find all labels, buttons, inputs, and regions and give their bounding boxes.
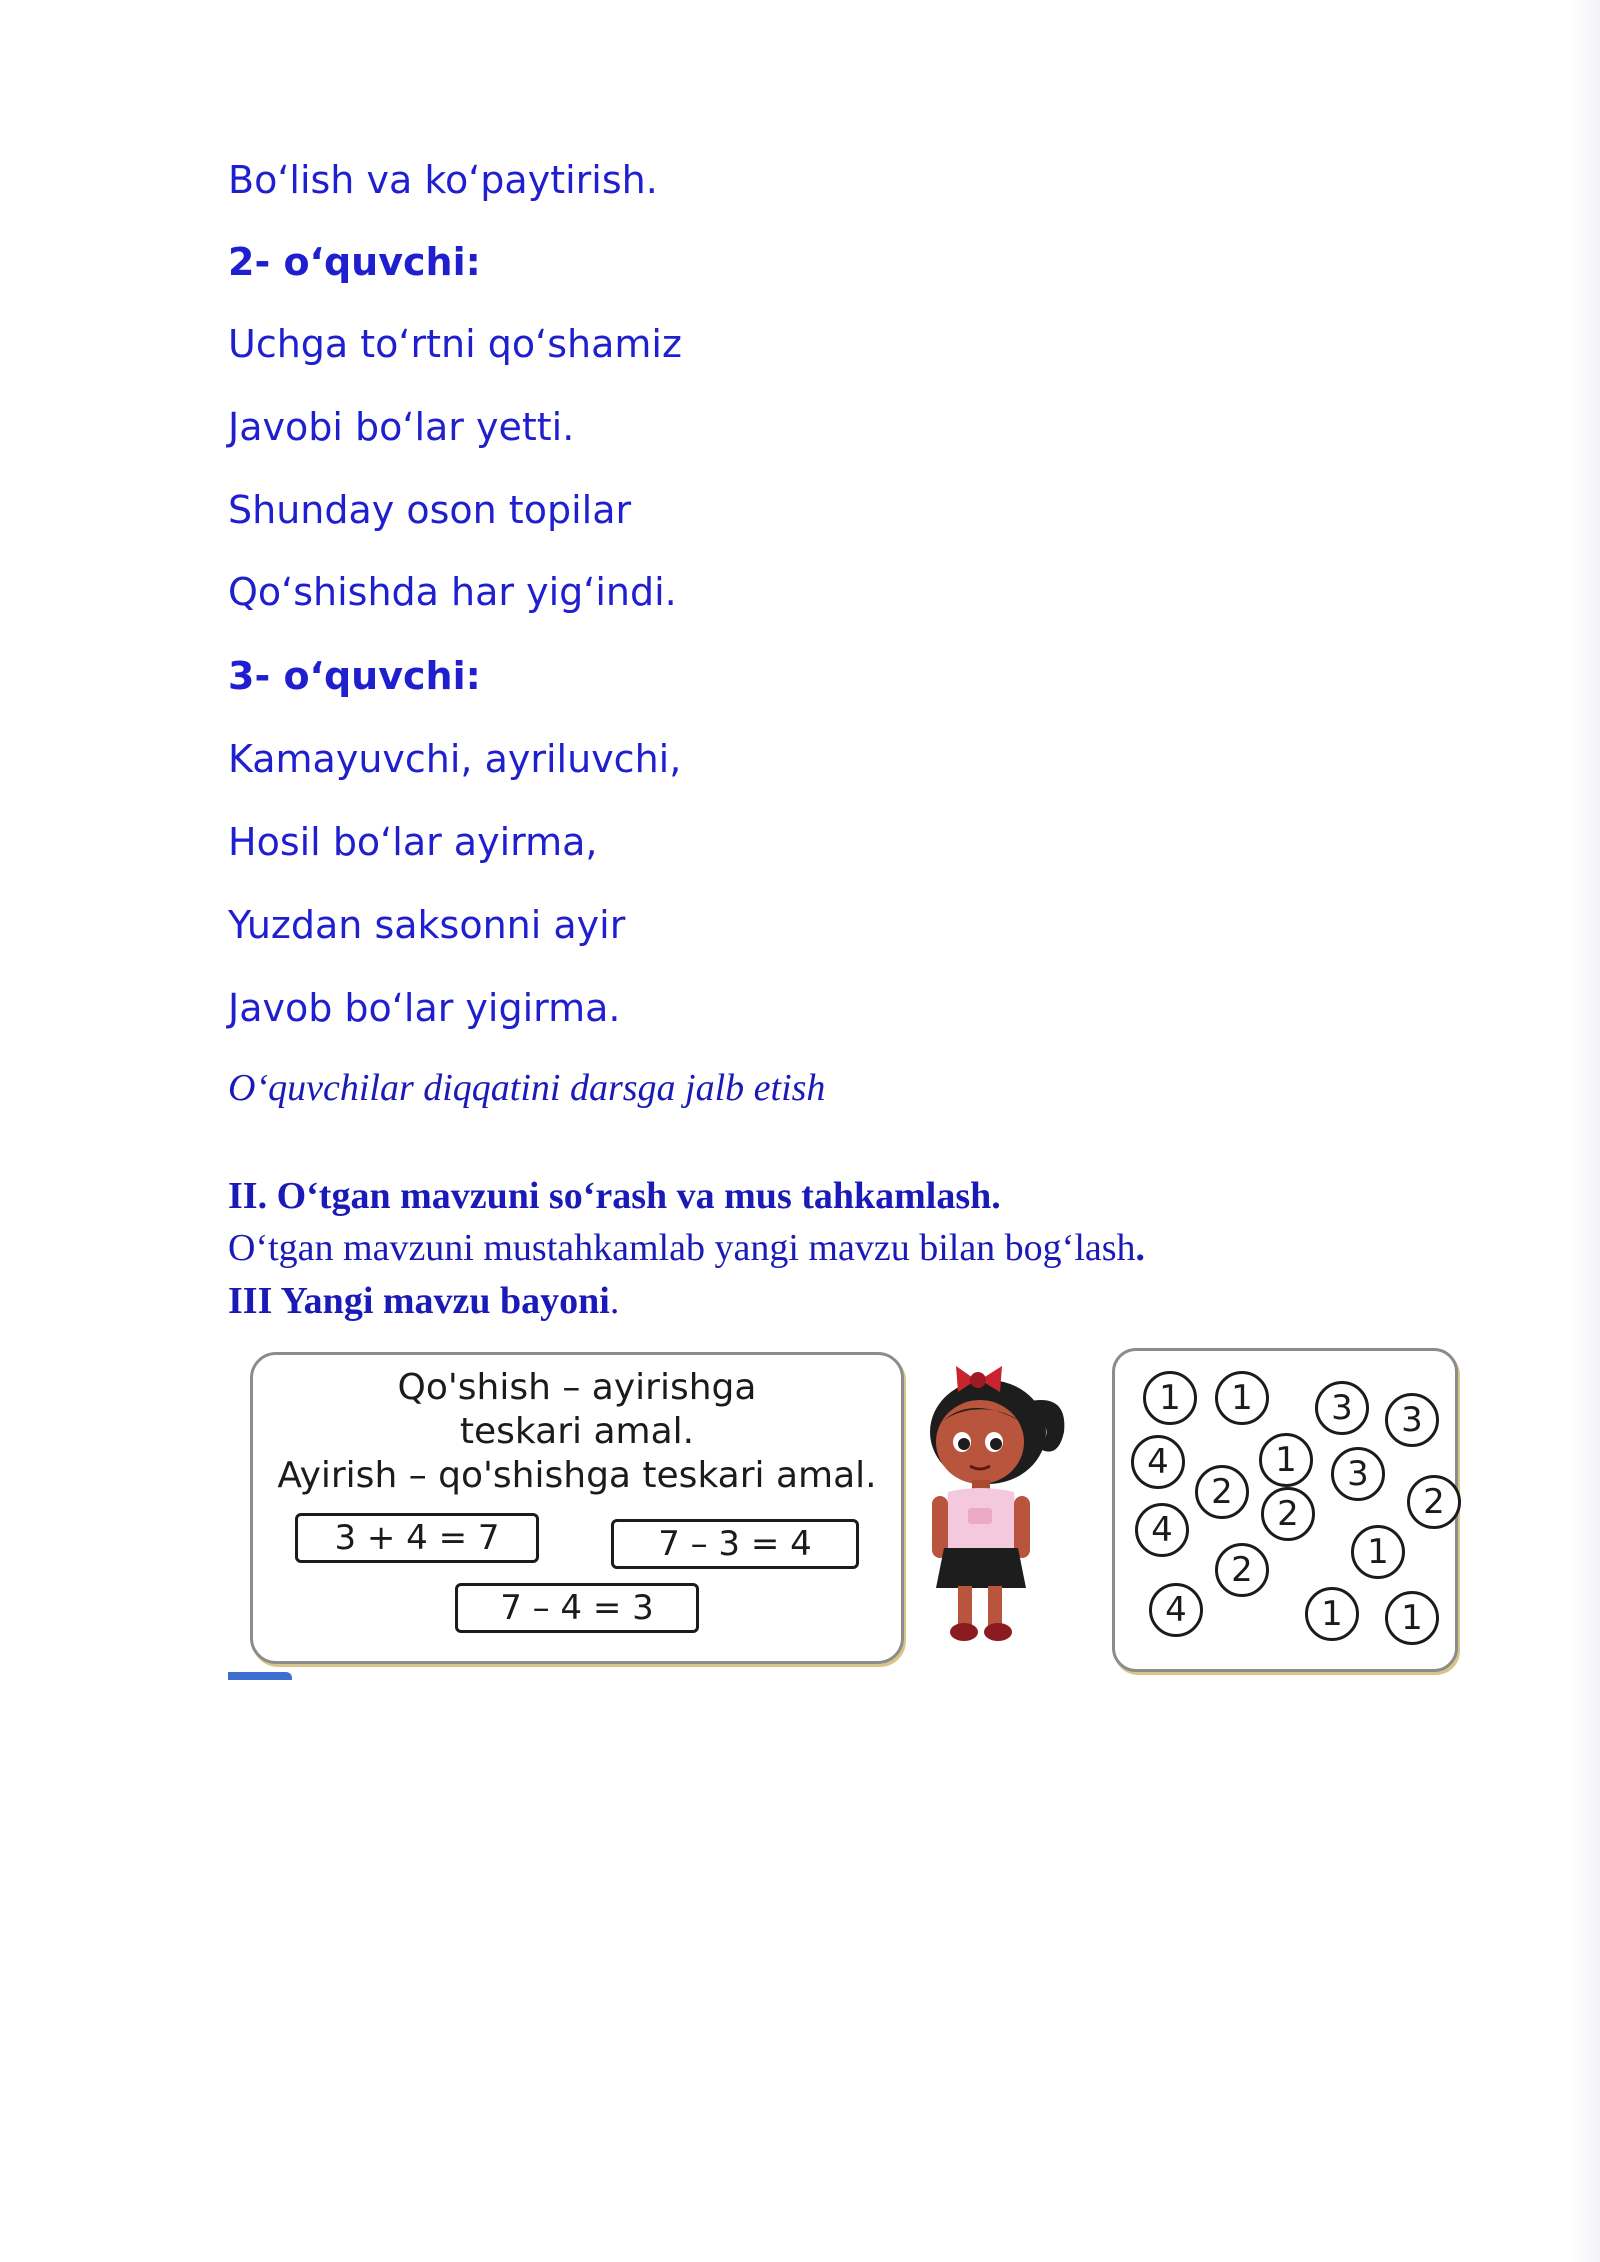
blue-corner-tab <box>228 1672 292 1680</box>
number-circle: 2 <box>1407 1475 1461 1529</box>
section-2-text: O‘tgan mavzuni mustahkamlab yangi mavzu bilan bog‘lash. <box>228 1227 1146 1269</box>
text-line: Qo‘shishda har yig‘indi. <box>228 570 677 614</box>
number-circle: 2 <box>1261 1487 1315 1541</box>
number-circle: 1 <box>1215 1371 1269 1425</box>
number-circle: 2 <box>1215 1543 1269 1597</box>
equation-box: 7 – 4 = 3 <box>455 1583 699 1633</box>
number-circle: 1 <box>1259 1433 1313 1487</box>
text-line: Bo‘lish va ko‘paytirish. <box>228 158 658 202</box>
girl-illustration <box>918 1362 1078 1652</box>
rule-card <box>250 1352 904 1664</box>
number-circle: 2 <box>1195 1465 1249 1519</box>
text-line: Javob bo‘lar yigirma. <box>228 986 621 1030</box>
section-3-heading: III Yangi mavzu bayoni <box>228 1280 610 1322</box>
student-heading-2: 2- o‘quvchi: <box>228 240 481 284</box>
number-circle: 1 <box>1305 1587 1359 1641</box>
number-circle: 4 <box>1131 1435 1185 1489</box>
equation-box: 7 – 3 = 4 <box>611 1519 859 1569</box>
text-line: Javobi bo‘lar yetti. <box>228 405 575 449</box>
text-line: Shunday oson topilar <box>228 488 632 532</box>
text-line: Kamayuvchi, ayriluvchi, <box>228 737 682 781</box>
number-circle: 4 <box>1135 1503 1189 1557</box>
page-edge-shadow <box>1570 0 1600 2262</box>
number-circle: 3 <box>1315 1381 1369 1435</box>
number-circle: 1 <box>1351 1525 1405 1579</box>
number-circle: 3 <box>1385 1393 1439 1447</box>
number-circle: 3 <box>1331 1447 1385 1501</box>
text-line: Uchga to‘rtni qo‘shamiz <box>228 322 682 366</box>
section-3-heading-line: III Yangi mavzu bayoni. <box>228 1280 620 1322</box>
text-line: Yuzdan saksonni ayir <box>228 903 626 947</box>
rule-line-1: Qo'shish – ayirishga <box>397 1367 757 1408</box>
number-circles-card <box>1112 1348 1458 1672</box>
number-circle: 4 <box>1149 1583 1203 1637</box>
student-heading-3: 3- o‘quvchi: <box>228 654 481 698</box>
number-circle: 1 <box>1143 1371 1197 1425</box>
text-line: Hosil bo‘lar ayirma, <box>228 820 598 864</box>
number-circle: 1 <box>1385 1591 1439 1645</box>
section-2-heading: II. O‘tgan mavzuni so‘rash va mus tahkamlash. <box>228 1175 1001 1217</box>
attention-note: O‘quvchilar diqqatini darsga jalb etish <box>228 1067 826 1109</box>
rule-line-2: teskari amal. <box>459 1411 695 1452</box>
rule-line-3: Ayirish – qo'shishga teskari amal. <box>277 1455 877 1496</box>
equation-box: 3 + 4 = 7 <box>295 1513 539 1563</box>
